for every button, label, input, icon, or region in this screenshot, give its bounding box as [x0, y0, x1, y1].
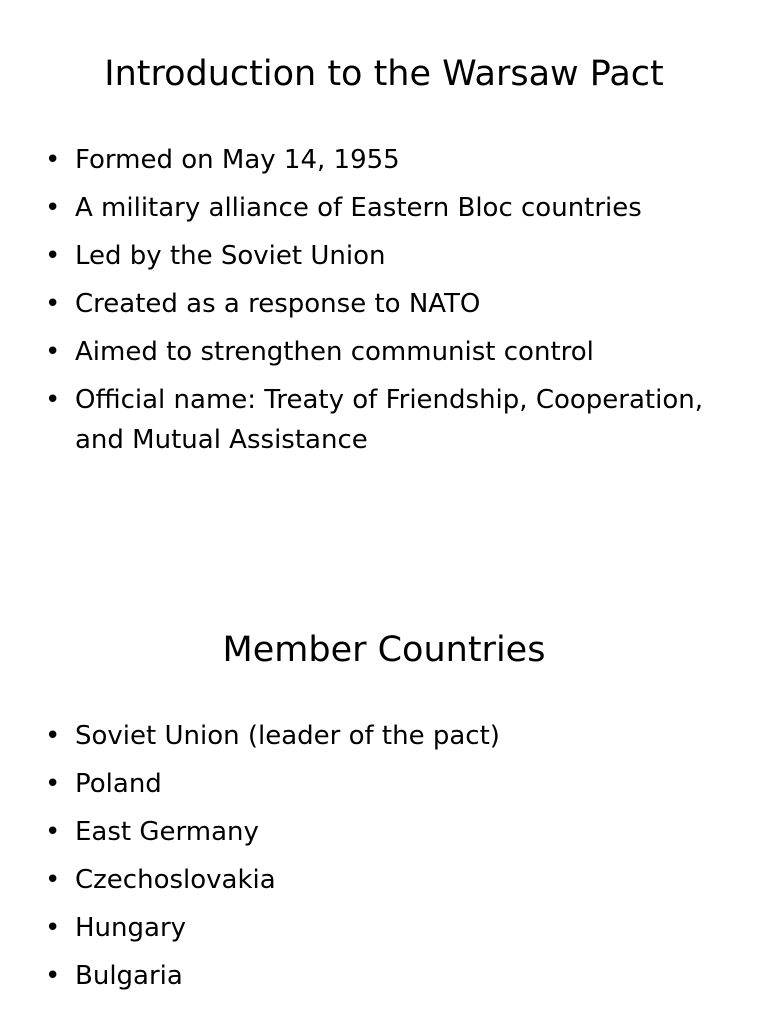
list-item-text: Created as a response to NATO: [75, 289, 481, 319]
bullet-list: [0, 140, 768, 468]
list-item: [0, 956, 768, 996]
bullet-icon: •: [45, 337, 61, 367]
bullet-icon: •: [45, 241, 61, 271]
list-item-text: Soviet Union (leader of the pact): [75, 721, 500, 751]
list-item-text: Bulgaria: [75, 961, 183, 991]
list-item-text: Czechoslovakia: [75, 865, 276, 895]
slide-title: Member Countries: [222, 630, 546, 670]
bullet-icon: •: [45, 961, 61, 991]
bullet-icon: •: [45, 193, 61, 223]
bullet-icon: •: [45, 721, 61, 751]
bullet-icon: •: [45, 865, 61, 895]
list-item-text: Poland: [75, 769, 162, 799]
bullet-icon: •: [45, 145, 61, 175]
list-item: [0, 284, 768, 324]
list-item-text: Hungary: [75, 913, 187, 943]
list-item: [0, 188, 768, 228]
list-item-text: Formed on May 14, 1955: [75, 145, 400, 175]
list-item-text: A military alliance of Eastern Bloc countries: [75, 193, 642, 223]
bullet-icon: •: [45, 913, 61, 943]
bullet-icon: •: [45, 385, 61, 415]
list-item: [0, 716, 768, 756]
list-item-text: East Germany: [75, 817, 259, 847]
list-item: [0, 764, 768, 804]
list-item: [0, 860, 768, 900]
bullet-icon: •: [45, 289, 61, 319]
list-item: [0, 812, 768, 852]
list-item: [0, 236, 768, 276]
bullet-list: [0, 716, 768, 1004]
list-item: [0, 140, 768, 180]
list-item-text: Aimed to strengthen communist control: [75, 337, 594, 367]
list-item-text: Led by the Soviet Union: [75, 241, 386, 271]
list-item: [0, 908, 768, 948]
bullet-icon: •: [45, 769, 61, 799]
slide-members: [0, 576, 768, 1024]
slide-title: Introduction to the Warsaw Pact: [104, 54, 664, 94]
list-item: [0, 332, 768, 372]
list-item: [0, 380, 768, 460]
bullet-icon: •: [45, 817, 61, 847]
list-item-text: Official name: Treaty of Friendship, Cooperation, and Mutual Assistance: [75, 385, 703, 455]
